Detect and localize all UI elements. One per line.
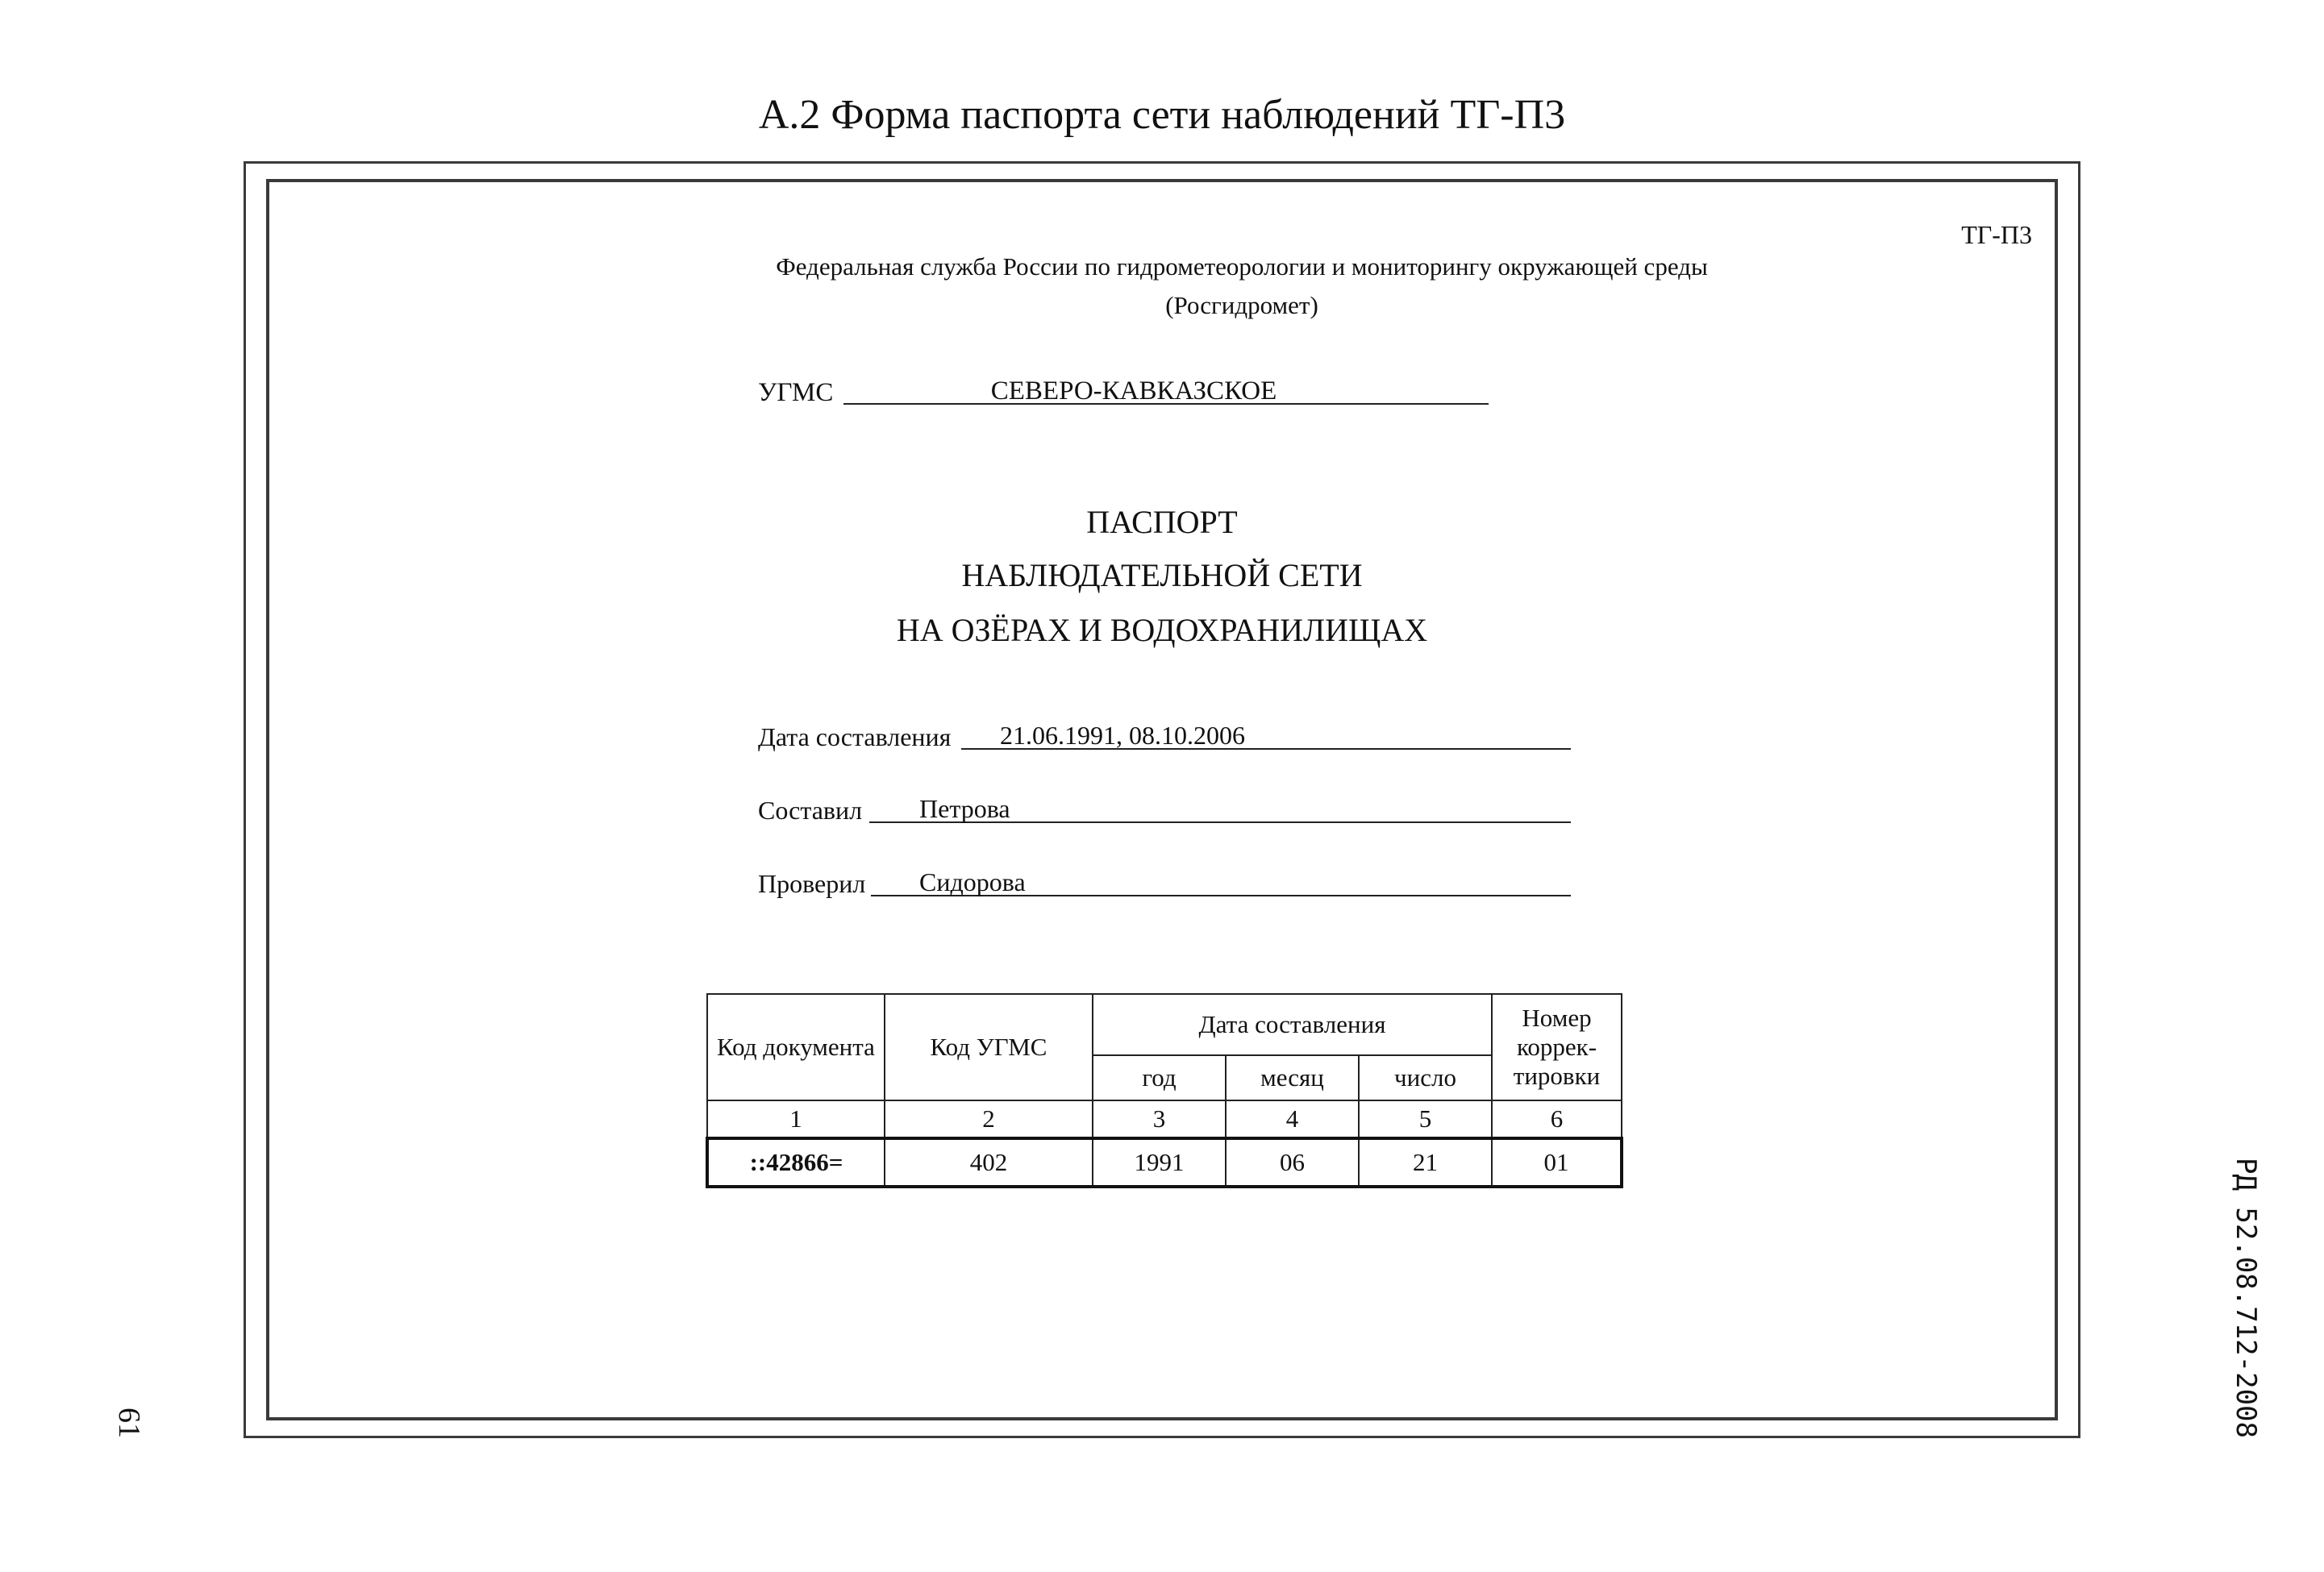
ugms-label: УГМС [758, 378, 834, 407]
cell-day: 21 [1359, 1138, 1492, 1187]
header-compiled-date: Дата составления [1093, 994, 1492, 1055]
compiled-by-value: Петрова [919, 794, 1010, 823]
cell-month: 06 [1226, 1138, 1359, 1187]
column-number: 4 [1226, 1100, 1359, 1138]
cell-correction-number: 01 [1492, 1138, 1622, 1187]
header-doc-code: Код документа [707, 994, 885, 1100]
document-designation: РД 52.08.712-2008 [2230, 1158, 2262, 1438]
header-correction-number: Номер коррек-тировки [1492, 994, 1622, 1100]
agency-short-name: (Росгидромет) [1165, 291, 1318, 319]
passport-title-line-2: НАБЛЮДАТЕЛЬНОЙ СЕТИ [961, 557, 1363, 593]
checked-by-label: Проверил [758, 869, 866, 898]
passport-title-line-1: ПАСПОРТ [1086, 504, 1238, 540]
form-code: ТГ-П3 [1961, 220, 2032, 249]
cell-year: 1991 [1093, 1138, 1226, 1187]
header-month: месяц [1226, 1055, 1359, 1100]
header-day: число [1359, 1055, 1492, 1100]
header-ugms-code: Код УГМС [885, 994, 1093, 1100]
column-number: 6 [1492, 1100, 1622, 1138]
compiled-date-label: Дата составления [758, 722, 952, 751]
agency-name: Федеральная служба России по гидрометеорологии и мониторингу окружающей среды [776, 252, 1708, 281]
cell-doc-code: ::42866= [707, 1138, 885, 1187]
column-number: 3 [1093, 1100, 1226, 1138]
page-number: 61 [112, 1408, 146, 1438]
document-code-table [706, 993, 1623, 1188]
checked-by-value: Сидорова [919, 867, 1026, 896]
cell-ugms-code: 402 [885, 1138, 1093, 1187]
header-year: год [1093, 1055, 1226, 1100]
form-inner-frame [266, 179, 2058, 1420]
column-number: 5 [1359, 1100, 1492, 1138]
compiled-by-label: Составил [758, 796, 863, 825]
passport-title-line-3: НА ОЗЁРАХ И ВОДОХРАНИЛИЩАХ [896, 612, 1428, 648]
page-title: А.2 Форма паспорта сети наблюдений ТГ-П3 [758, 92, 1566, 138]
column-number: 2 [885, 1100, 1093, 1138]
column-number: 1 [707, 1100, 885, 1138]
ugms-value: СЕВЕРО-КАВКАЗСКОЕ [990, 376, 1277, 405]
compiled-date-value: 21.06.1991, 08.10.2006 [1000, 721, 1245, 750]
